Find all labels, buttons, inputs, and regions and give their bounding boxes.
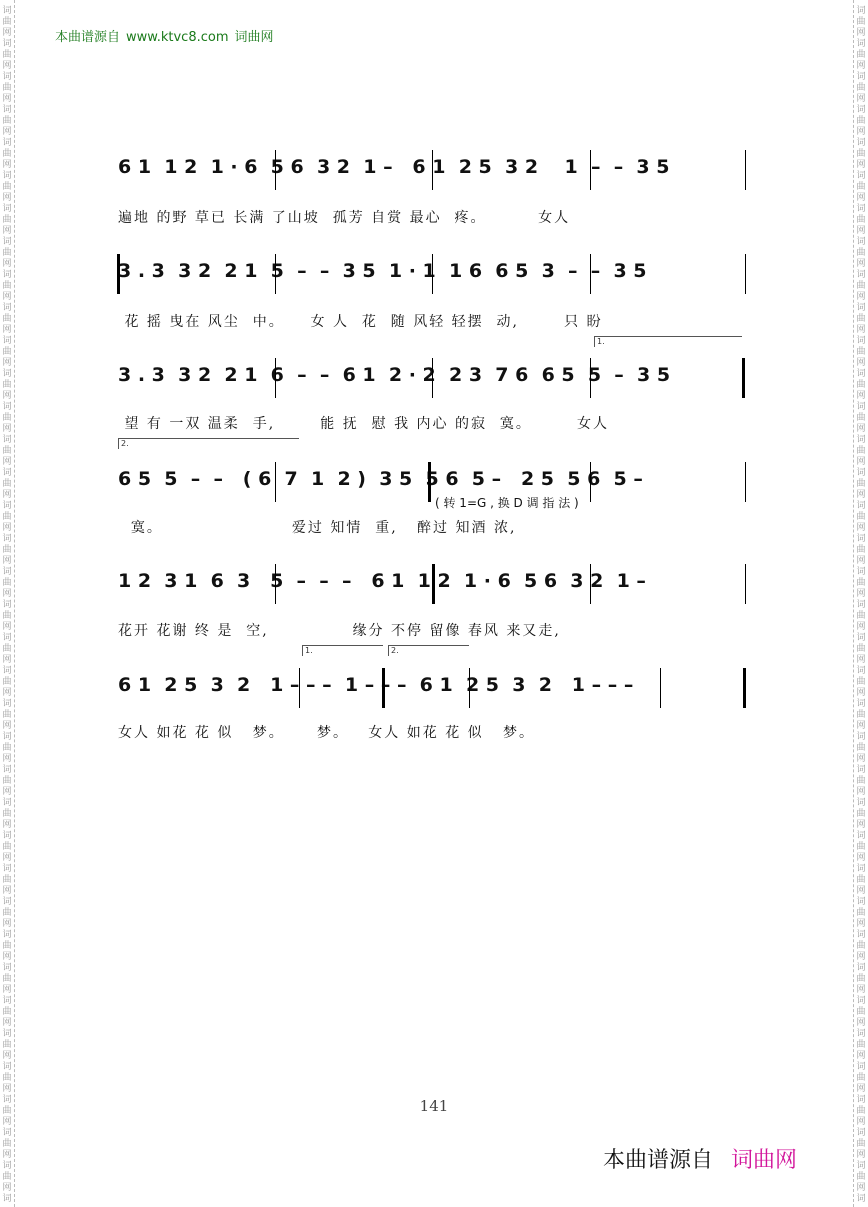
watermark-glyph: 曲 — [2, 215, 12, 225]
watermark-glyph: 曲 — [856, 1139, 866, 1149]
barline — [432, 254, 433, 294]
watermark-glyph: 网 — [856, 259, 866, 269]
music-line-2: 3 . 3 3 2 2 1 5 – – 3 5 1 · 1 1 6 6 5 3 – – 3 5 — [118, 260, 647, 282]
barline — [590, 462, 591, 502]
watermark-glyph: 曲 — [856, 1172, 866, 1182]
watermark-glyph: 网 — [856, 1018, 866, 1028]
barline — [745, 254, 746, 294]
watermark-glyph: 词 — [856, 105, 866, 115]
watermark-glyph: 网 — [2, 1150, 12, 1160]
watermark-glyph: 词 — [2, 1095, 12, 1105]
watermark-glyph: 网 — [856, 292, 866, 302]
watermark-glyph: 词 — [856, 600, 866, 610]
watermark-glyph: 网 — [2, 61, 12, 71]
watermark-glyph: 网 — [2, 1084, 12, 1094]
lyrics-line-5: 花开 花谢 终 是 空, 缘分 不停 留像 春风 来又走, — [118, 623, 561, 639]
watermark-glyph: 词 — [2, 171, 12, 181]
watermark-glyph: 词 — [856, 567, 866, 577]
watermark-glyph: 网 — [2, 754, 12, 764]
watermark-glyph: 网 — [856, 391, 866, 401]
watermark-glyph: 词 — [856, 765, 866, 775]
watermark-glyph: 网 — [2, 523, 12, 533]
watermark-glyph: 词 — [856, 633, 866, 643]
watermark-glyph: 词 — [2, 1128, 12, 1138]
barline — [275, 564, 276, 604]
watermark-glyph: 网 — [2, 853, 12, 863]
watermark-glyph: 曲 — [2, 974, 12, 984]
watermark-glyph: 网 — [2, 1183, 12, 1193]
barline — [745, 564, 746, 604]
watermark-glyph: 网 — [2, 1051, 12, 1061]
watermark-glyph: 词 — [2, 336, 12, 346]
repeat-start-barline — [428, 462, 431, 502]
watermark-glyph: 词 — [856, 303, 866, 313]
barline — [275, 358, 276, 398]
watermark-glyph: 词 — [856, 1062, 866, 1072]
watermark-glyph: 曲 — [856, 743, 866, 753]
watermark-glyph: 网 — [856, 688, 866, 698]
watermark-glyph: 网 — [856, 952, 866, 962]
barline — [432, 150, 433, 190]
watermark-glyph: 词 — [2, 666, 12, 676]
watermark-glyph: 曲 — [2, 776, 12, 786]
watermark-glyph: 网 — [2, 589, 12, 599]
watermark-glyph: 网 — [2, 28, 12, 38]
watermark-glyph: 曲 — [2, 809, 12, 819]
watermark-glyph: 词 — [2, 1029, 12, 1039]
watermark-glyph: 曲 — [856, 17, 866, 27]
watermark-glyph: 网 — [2, 787, 12, 797]
watermark-glyph: 曲 — [2, 50, 12, 60]
watermark-glyph: 词 — [2, 831, 12, 841]
watermark-glyph: 网 — [2, 94, 12, 104]
footer-brand[interactable]: 词曲网 — [731, 1148, 798, 1173]
watermark-glyph: 网 — [2, 127, 12, 137]
watermark-glyph: 网 — [856, 721, 866, 731]
watermark-glyph: 词 — [856, 897, 866, 907]
barline — [275, 150, 276, 190]
watermark-glyph: 曲 — [856, 413, 866, 423]
watermark-glyph: 词 — [2, 567, 12, 577]
watermark-glyph: 词 — [2, 963, 12, 973]
barline — [432, 358, 433, 398]
watermark-glyph: 词 — [856, 930, 866, 940]
watermark-glyph: 词 — [2, 303, 12, 313]
watermark-glyph: 曲 — [856, 974, 866, 984]
watermark-glyph: 网 — [856, 589, 866, 599]
watermark-glyph: 网 — [856, 820, 866, 830]
watermark-glyph: 曲 — [856, 1040, 866, 1050]
watermark-glyph: 曲 — [2, 644, 12, 654]
watermark-glyph: 曲 — [2, 182, 12, 192]
repeat-end-barline — [742, 358, 745, 398]
watermark-glyph: 词 — [856, 699, 866, 709]
watermark-glyph: 曲 — [856, 512, 866, 522]
watermark-glyph: 词 — [856, 72, 866, 82]
header-site-name: 词曲网 — [234, 30, 274, 45]
volta-second-ending: 2. — [388, 645, 469, 656]
watermark-glyph: 词 — [856, 1029, 866, 1039]
watermark-glyph: 曲 — [856, 479, 866, 489]
watermark-glyph: 词 — [2, 6, 12, 16]
watermark-glyph: 曲 — [2, 710, 12, 720]
watermark-glyph: 网 — [856, 523, 866, 533]
repeat-start-barline — [117, 254, 120, 294]
watermark-glyph: 词 — [2, 270, 12, 280]
watermark-glyph: 网 — [856, 919, 866, 929]
watermark-glyph: 词 — [2, 501, 12, 511]
watermark-glyph: 词 — [2, 204, 12, 214]
watermark-glyph: 词 — [2, 897, 12, 907]
barline — [469, 668, 470, 708]
watermark-glyph: 网 — [2, 160, 12, 170]
watermark-glyph: 词 — [2, 600, 12, 610]
watermark-glyph: 曲 — [2, 1172, 12, 1182]
watermark-glyph: 词 — [2, 699, 12, 709]
watermark-glyph: 词 — [856, 171, 866, 181]
watermark-glyph: 网 — [2, 490, 12, 500]
watermark-glyph: 网 — [856, 1084, 866, 1094]
watermark-glyph: 网 — [2, 1117, 12, 1127]
watermark-glyph: 网 — [856, 490, 866, 500]
watermark-glyph: 网 — [856, 1051, 866, 1061]
watermark-glyph: 曲 — [856, 1073, 866, 1083]
lyrics-line-6: 女人 如花 花 似 梦。 梦。 女人 如花 花 似 梦。 — [118, 725, 536, 741]
watermark-glyph: 词 — [856, 468, 866, 478]
watermark-glyph: 曲 — [856, 1106, 866, 1116]
watermark-glyph: 网 — [856, 655, 866, 665]
watermark-glyph: 曲 — [2, 149, 12, 159]
repeat-start-barline — [432, 564, 435, 604]
watermark-glyph: 词 — [2, 864, 12, 874]
watermark-glyph: 曲 — [856, 314, 866, 324]
watermark-glyph: 曲 — [2, 413, 12, 423]
watermark-glyph: 词 — [856, 1128, 866, 1138]
repeat-end-barline — [382, 668, 385, 708]
watermark-glyph: 曲 — [856, 215, 866, 225]
final-barline — [743, 668, 746, 708]
watermark-glyph: 曲 — [2, 1007, 12, 1017]
barline — [745, 462, 746, 502]
barline — [275, 462, 276, 502]
page-number: 141 — [419, 1097, 449, 1115]
volta-first-ending: 1. — [594, 336, 742, 347]
watermark-glyph: 词 — [856, 138, 866, 148]
watermark-glyph: 词 — [856, 534, 866, 544]
watermark-glyph: 曲 — [856, 446, 866, 456]
watermark-glyph: 词 — [856, 237, 866, 247]
watermark-glyph: 曲 — [2, 1073, 12, 1083]
watermark-glyph: 曲 — [2, 248, 12, 258]
watermark-glyph: 网 — [856, 226, 866, 236]
watermark-glyph: 曲 — [2, 281, 12, 291]
lyrics-line-4: 寞。 爱过 知情 重, 醉过 知酒 浓, — [118, 520, 517, 536]
watermark-glyph: 曲 — [2, 842, 12, 852]
watermark-glyph: 曲 — [856, 809, 866, 819]
watermark-glyph: 词 — [856, 963, 866, 973]
watermark-glyph: 曲 — [856, 182, 866, 192]
watermark-glyph: 网 — [2, 325, 12, 335]
barline — [590, 564, 591, 604]
watermark-glyph: 词 — [2, 72, 12, 82]
watermark-glyph: 词 — [856, 204, 866, 214]
lyrics-line-2: 花 摇 曳在 风尘 中。 女 人 花 随 风轻 轻摆 动, 只 盼 — [118, 314, 603, 330]
watermark-glyph: 曲 — [856, 908, 866, 918]
watermark-glyph: 曲 — [2, 875, 12, 885]
header-source-label: 本曲谱源自 — [55, 30, 121, 45]
watermark-glyph: 网 — [2, 358, 12, 368]
watermark-glyph: 词 — [2, 1161, 12, 1171]
barline — [299, 668, 300, 708]
watermark-glyph: 网 — [2, 457, 12, 467]
watermark-glyph: 曲 — [2, 512, 12, 522]
watermark-glyph: 网 — [2, 193, 12, 203]
watermark-glyph: 曲 — [856, 644, 866, 654]
watermark-glyph: 词 — [2, 798, 12, 808]
watermark-glyph: 词 — [2, 930, 12, 940]
watermark-glyph: 网 — [856, 985, 866, 995]
barline — [590, 358, 591, 398]
watermark-glyph: 曲 — [2, 908, 12, 918]
music-line-5: 1 2 3 1 6 3 5 – – – 6 1 1 2 1 · 6 5 6 3 2 1 – — [118, 570, 646, 592]
watermark-glyph: 网 — [2, 292, 12, 302]
watermark-glyph: 曲 — [856, 1007, 866, 1017]
watermark-glyph: 词 — [2, 996, 12, 1006]
watermark-glyph: 词 — [856, 831, 866, 841]
watermark-glyph: 曲 — [856, 578, 866, 588]
watermark-glyph: 曲 — [856, 116, 866, 126]
watermark-glyph: 曲 — [856, 248, 866, 258]
music-line-6: 6 1 2 5 3 2 1 – – – 1 – – – 6 1 2 5 3 2 1 – – – — [118, 674, 634, 696]
footer-credit — [603, 1143, 797, 1174]
watermark-glyph: 网 — [856, 61, 866, 71]
watermark-glyph: 词 — [2, 105, 12, 115]
watermark-glyph: 曲 — [856, 842, 866, 852]
watermark-glyph: 网 — [856, 886, 866, 896]
watermark-glyph: 网 — [2, 556, 12, 566]
music-line-4: 6 5 5 – – ( 6 7 1 2 ) 3 5 5 6 5 – 2 5 5 6 5 – — [118, 468, 643, 490]
watermark-glyph: 曲 — [2, 1106, 12, 1116]
watermark-glyph: 曲 — [2, 446, 12, 456]
watermark-glyph: 曲 — [856, 83, 866, 93]
watermark-glyph: 网 — [856, 1183, 866, 1193]
watermark-glyph: 网 — [2, 622, 12, 632]
header-url[interactable]: www.ktvc8.com — [126, 30, 229, 45]
key-change-note: ( 转 1=G , 换 D 调 指 法 ) — [435, 496, 579, 510]
lyrics-line-3: 望 有 一双 温柔 手, 能 抚 慰 我 内心 的寂 寞。 女人 — [118, 416, 610, 432]
watermark-glyph: 曲 — [2, 941, 12, 951]
watermark-glyph: 曲 — [856, 941, 866, 951]
watermark-glyph: 曲 — [2, 677, 12, 687]
watermark-glyph: 曲 — [2, 116, 12, 126]
watermark-glyph: 词 — [2, 534, 12, 544]
watermark-glyph: 网 — [856, 1150, 866, 1160]
watermark-glyph: 曲 — [2, 347, 12, 357]
watermark-glyph: 词 — [856, 666, 866, 676]
watermark-glyph: 网 — [856, 1117, 866, 1127]
watermark-glyph: 词 — [856, 369, 866, 379]
watermark-glyph: 网 — [2, 424, 12, 434]
watermark-glyph: 曲 — [856, 50, 866, 60]
watermark-glyph: 词 — [856, 1095, 866, 1105]
footer-source-label: 本曲谱源自 — [603, 1148, 714, 1173]
watermark-glyph: 曲 — [856, 776, 866, 786]
watermark-glyph: 词 — [856, 402, 866, 412]
watermark-glyph: 曲 — [2, 743, 12, 753]
watermark-glyph: 词 — [2, 369, 12, 379]
watermark-glyph: 曲 — [856, 875, 866, 885]
barline — [590, 150, 591, 190]
watermark-glyph: 网 — [2, 655, 12, 665]
watermark-glyph: 词 — [2, 732, 12, 742]
watermark-glyph: 曲 — [856, 677, 866, 687]
watermark-glyph: 网 — [2, 820, 12, 830]
watermark-glyph: 曲 — [856, 380, 866, 390]
watermark-glyph: 词 — [856, 39, 866, 49]
watermark-glyph: 网 — [856, 94, 866, 104]
watermark-glyph: 词 — [856, 435, 866, 445]
watermark-glyph: 曲 — [2, 380, 12, 390]
watermark-glyph: 网 — [856, 160, 866, 170]
watermark-glyph: 词 — [856, 864, 866, 874]
watermark-glyph: 网 — [2, 688, 12, 698]
watermark-glyph: 网 — [2, 985, 12, 995]
watermark-glyph: 曲 — [2, 1040, 12, 1050]
volta-second-ending: 2. — [118, 438, 299, 449]
watermark-glyph: 曲 — [2, 545, 12, 555]
watermark-glyph: 曲 — [2, 1139, 12, 1149]
watermark-glyph: 词 — [856, 1161, 866, 1171]
watermark-glyph: 曲 — [856, 281, 866, 291]
watermark-glyph: 词 — [2, 1194, 12, 1204]
watermark-glyph: 词 — [856, 1194, 866, 1204]
watermark-glyph: 网 — [856, 754, 866, 764]
watermark-glyph: 网 — [856, 28, 866, 38]
watermark-glyph: 曲 — [856, 347, 866, 357]
watermark-glyph: 网 — [856, 193, 866, 203]
watermark-glyph: 网 — [856, 457, 866, 467]
watermark-glyph: 网 — [2, 226, 12, 236]
watermark-glyph: 词 — [856, 501, 866, 511]
watermark-glyph: 网 — [856, 622, 866, 632]
watermark-glyph: 网 — [2, 919, 12, 929]
watermark-glyph: 词 — [856, 270, 866, 280]
watermark-glyph: 词 — [2, 39, 12, 49]
barline — [590, 254, 591, 294]
barline — [275, 254, 276, 294]
volta-first-ending: 1. — [302, 645, 383, 656]
watermark-glyph: 词 — [856, 6, 866, 16]
watermark-glyph: 曲 — [2, 578, 12, 588]
watermark-glyph: 网 — [2, 1018, 12, 1028]
watermark-glyph: 词 — [2, 402, 12, 412]
watermark-glyph: 词 — [856, 336, 866, 346]
watermark-glyph: 网 — [856, 424, 866, 434]
watermark-glyph: 曲 — [2, 83, 12, 93]
watermark-glyph: 网 — [2, 721, 12, 731]
watermark-glyph: 曲 — [2, 479, 12, 489]
watermark-glyph: 词 — [856, 732, 866, 742]
watermark-glyph: 词 — [2, 237, 12, 247]
watermark-glyph: 网 — [856, 787, 866, 797]
watermark-glyph: 网 — [2, 886, 12, 896]
barline — [660, 668, 661, 708]
lyrics-line-1: 遍地 的野 草已 长满 了山坡 孤芳 自赏 最心 疼。 女人 — [118, 210, 571, 226]
watermark-glyph: 网 — [2, 391, 12, 401]
watermark-glyph: 词 — [2, 765, 12, 775]
watermark-glyph: 网 — [856, 853, 866, 863]
watermark-glyph: 词 — [2, 138, 12, 148]
watermark-glyph: 曲 — [856, 149, 866, 159]
watermark-glyph: 网 — [2, 259, 12, 269]
watermark-glyph: 词 — [2, 1062, 12, 1072]
watermark-glyph: 词 — [2, 468, 12, 478]
watermark-glyph: 曲 — [856, 710, 866, 720]
watermark-glyph: 曲 — [856, 545, 866, 555]
watermark-glyph: 网 — [856, 358, 866, 368]
watermark-glyph: 词 — [856, 798, 866, 808]
watermark-glyph: 曲 — [2, 611, 12, 621]
watermark-glyph: 网 — [856, 556, 866, 566]
barline — [745, 150, 746, 190]
music-line-3: 3 . 3 3 2 2 1 6 – – 6 1 2 · 2 2 3 7 6 6 5 5 – 3 5 — [118, 364, 671, 386]
watermark-glyph: 曲 — [2, 17, 12, 27]
watermark-glyph: 曲 — [2, 314, 12, 324]
watermark-glyph: 网 — [2, 952, 12, 962]
watermark-glyph: 曲 — [856, 611, 866, 621]
watermark-glyph: 网 — [856, 325, 866, 335]
music-line-1: 6 1 1 2 1 · 6 5 6 3 2 1 – 6 1 2 5 3 2 1 – – 3 5 — [118, 156, 670, 178]
watermark-glyph: 网 — [856, 127, 866, 137]
watermark-glyph: 词 — [2, 435, 12, 445]
watermark-glyph: 词 — [856, 996, 866, 1006]
watermark-glyph: 词 — [2, 633, 12, 643]
